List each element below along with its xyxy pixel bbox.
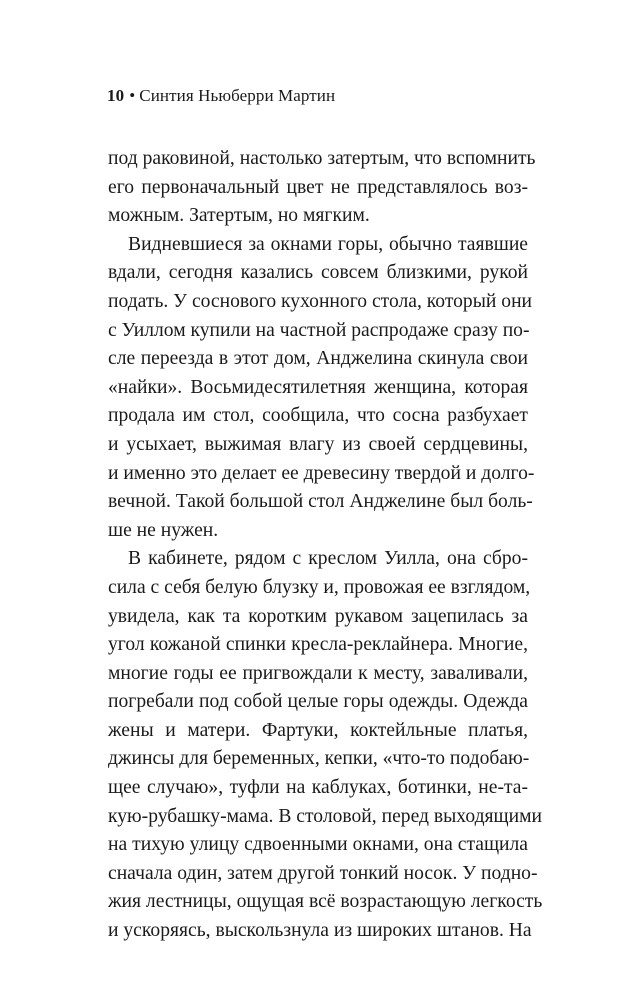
- text-line: и ускоряясь, выскользнула из широких штанов. На: [108, 920, 532, 942]
- text-line: вечной. Такой большой стол Анджелине был боль-: [108, 491, 533, 513]
- text-line: его первоначальный цвет не представлялось воз-: [108, 176, 528, 198]
- text-line: вдали, сегодня казались совсем близкими, рукой: [108, 262, 528, 284]
- page-number: 10: [107, 86, 125, 105]
- text-line: погребали под собой целые горы одежды. Одежда: [108, 691, 528, 713]
- text-line: и усыхает, выжимая влагу из своей сердцевины,: [108, 433, 528, 455]
- text-line: сила с себя белую блузку и, провожая ее взглядом,: [108, 576, 531, 598]
- text-line: Видневшиеся за окнами горы, обычно таявшие: [128, 233, 528, 255]
- text-line: кую-рубашку-мама. В столовой, перед выходящими: [108, 805, 543, 827]
- text-line: на тихую улицу сдвоенными окнами, она стащила: [108, 834, 528, 856]
- text-line: щее случаю», туфли на каблуках, ботинки, не-та-: [108, 777, 528, 799]
- separator-bullet: •: [129, 86, 136, 105]
- author-name: Синтия Ньюберри Мартин: [139, 86, 336, 105]
- text-line: и именно это делает ее древесину твердой и долго-: [108, 462, 535, 484]
- text-line: с Уиллом купили на частной распродаже сразу по-: [108, 319, 530, 341]
- text-line: увидела, как та коротким рукавом зацепилась за: [108, 605, 528, 627]
- running-head: [107, 85, 335, 107]
- body-text: [108, 145, 543, 946]
- text-line: под раковиной, настолько затертым, что вспомнить: [108, 148, 536, 169]
- text-line: сначала один, затем другой тонкий носок. У подно-: [108, 862, 538, 884]
- text-line: «найки». Восьмидесятилетняя женщина, которая: [108, 376, 528, 398]
- text-line: можным. Затертым, но мягким.: [108, 205, 370, 227]
- text-line: джинсы для беременных, кепки, «что-то подобаю-: [108, 748, 530, 770]
- text-line: В кабинете, рядом с креслом Уилла, она сбро-: [128, 548, 528, 570]
- text-line: ше не нужен.: [108, 519, 219, 541]
- text-line: сле переезда в этот дом, Анджелина скинула свои: [108, 348, 528, 370]
- text-line: подать. У соснового кухонного стола, который они: [108, 290, 533, 312]
- text-line: угол кожаной спинки кресла-реклайнера. Многие,: [108, 634, 528, 656]
- text-line: продала им стол, сообщила, что сосна разбухает: [108, 405, 528, 427]
- text-line: жия лестницы, ощущая всё возрастающую легкость: [108, 891, 543, 913]
- text-line: жены и матери. Фартуки, коктейльные платья,: [108, 719, 528, 741]
- text-line: многие годы ее пригвождали к месту, заваливали,: [108, 662, 528, 684]
